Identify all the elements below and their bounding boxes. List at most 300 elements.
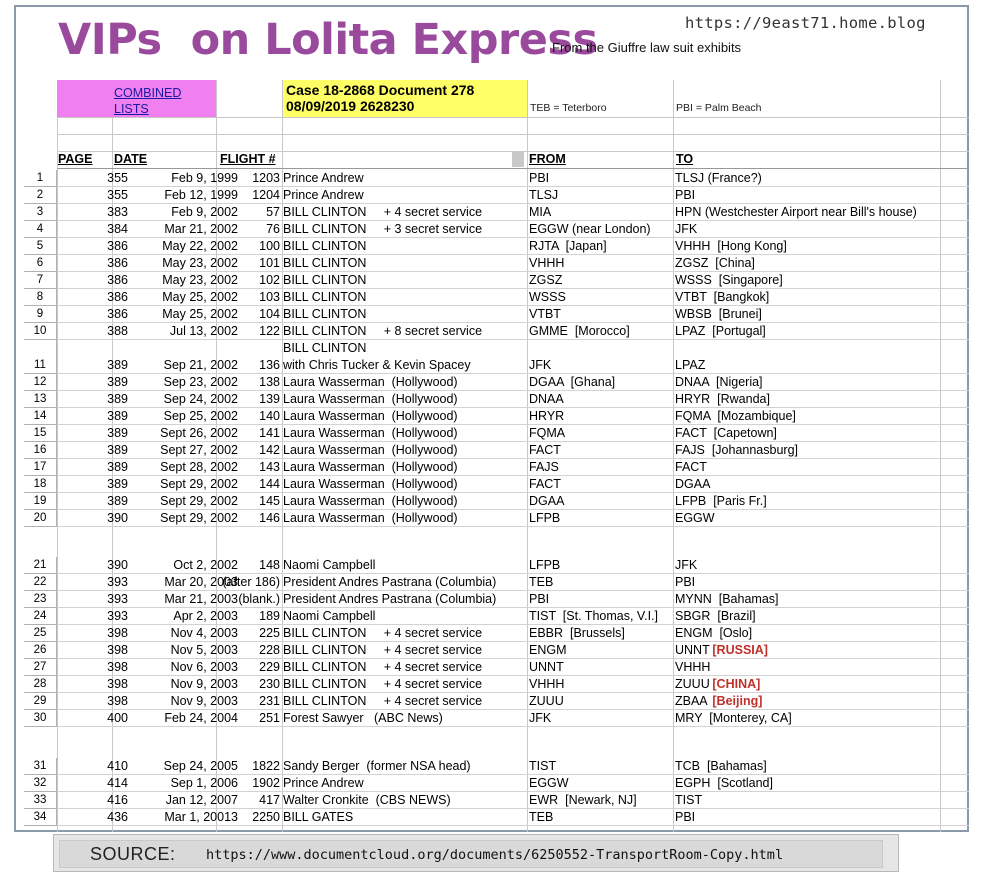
- row-number: 17: [24, 459, 57, 476]
- cell-date: Sept 26, 2002: [160, 426, 238, 440]
- table-row: [24, 693, 969, 710]
- cell-flight: (after 186): [222, 575, 280, 589]
- cell-passenger: [283, 170, 364, 187]
- cell-to: MYNN [Bahamas]: [675, 592, 779, 606]
- cell-to: EGGW: [675, 511, 715, 525]
- cell-passenger: [283, 340, 471, 374]
- cell-page: 389: [107, 375, 128, 389]
- cell-from: PBI: [529, 171, 550, 185]
- row-number: 34: [24, 809, 57, 826]
- passenger-name: Laura Wasserman (Hollywood): [283, 409, 458, 423]
- teb-note: TEB = Teterboro: [530, 102, 607, 114]
- cell-date: Nov 9, 2003: [170, 677, 238, 691]
- cell-from: FACT: [529, 477, 561, 491]
- cell-from: EGGW (near London): [529, 222, 651, 236]
- cell-flight: 100: [259, 239, 280, 253]
- passenger-name: BILL CLINTON + 4 secret service: [283, 677, 483, 691]
- cell-date: Sep 21, 2002: [163, 358, 238, 372]
- table-row: [24, 476, 969, 493]
- row-number: 31: [24, 758, 57, 775]
- passenger-name: Prince Andrew: [283, 171, 364, 185]
- cell-date: Sept 27, 2002: [160, 443, 238, 457]
- cell-date: Nov 4, 2003: [170, 626, 238, 640]
- cell-passenger: [283, 591, 496, 608]
- cell-passenger: [283, 221, 482, 238]
- passenger-companions: with Chris Tucker & Kevin Spacey: [283, 358, 471, 372]
- cell-date: Sep 23, 2002: [163, 375, 238, 389]
- passenger-name: BILL GATES: [283, 810, 354, 824]
- cell-passenger: [283, 272, 366, 289]
- combined-lists-cell[interactable]: [57, 80, 216, 117]
- cell-flight: 102: [259, 273, 280, 287]
- cell-flight: 146: [259, 511, 280, 525]
- cell-flight: 228: [259, 643, 280, 657]
- cell-to: TCB [Bahamas]: [675, 759, 767, 773]
- cell-page: 355: [107, 188, 128, 202]
- table-row: [24, 221, 969, 238]
- table-row: [24, 187, 969, 204]
- cell-page: 386: [107, 256, 128, 270]
- row-divider: [57, 825, 969, 826]
- cell-page: 386: [107, 290, 128, 304]
- cell-to: HPN (Westchester Airport near Bill's house): [675, 205, 917, 219]
- table-row: [24, 642, 969, 659]
- table-row: [24, 493, 969, 510]
- cell-flight: 122: [259, 324, 280, 338]
- cell-date: Feb 24, 2004: [164, 711, 238, 725]
- cell-to: VTBT [Bangkok]: [675, 290, 770, 304]
- row-number: 23: [24, 591, 57, 608]
- cell-date: Sep 24, 2005: [163, 759, 238, 773]
- cell-flight: 1902: [252, 776, 280, 790]
- passenger-name: Laura Wasserman (Hollywood): [283, 375, 458, 389]
- cell-from: ENGM: [529, 643, 567, 657]
- cell-flight: 1203: [252, 171, 280, 185]
- passenger-name: BILL CLINTON + 4 secret service: [283, 643, 483, 657]
- cell-page: 416: [107, 793, 128, 807]
- cell-date: Nov 9, 2003: [170, 694, 238, 708]
- table-row: [24, 775, 969, 792]
- cell-page: 389: [107, 392, 128, 406]
- cell-passenger: [283, 625, 482, 642]
- cell-flight: 136: [259, 358, 280, 372]
- cell-flight: 229: [259, 660, 280, 674]
- row-number: 6: [24, 255, 57, 272]
- cell-date: Sept 29, 2002: [160, 477, 238, 491]
- page-subtitle: From the Giuffre law suit exhibits: [552, 40, 742, 55]
- cell-to: FACT: [675, 460, 707, 474]
- cell-page: 398: [107, 626, 128, 640]
- cell-from: GMME [Morocco]: [529, 324, 630, 338]
- row-number: 2: [24, 187, 57, 204]
- cell-page: 436: [107, 810, 128, 824]
- cell-from: DGAA: [529, 494, 565, 508]
- cell-flight: 1204: [252, 188, 280, 202]
- row-number: 8: [24, 289, 57, 306]
- cell-page: 400: [107, 711, 128, 725]
- source-bar: [53, 834, 899, 872]
- header-date: DATE: [114, 152, 148, 166]
- passenger-name: BILL CLINTON + 8 secret service: [283, 324, 483, 338]
- cell-date: Sept 29, 2002: [160, 494, 238, 508]
- cell-flight: 251: [259, 711, 280, 725]
- table-row: [24, 289, 969, 306]
- passenger-name: BILL CLINTON: [283, 341, 367, 355]
- table-row: [24, 255, 969, 272]
- cell-to: PBI: [675, 188, 696, 202]
- cell-to: PBI: [675, 575, 696, 589]
- cell-from: EBBR [Brussels]: [529, 626, 625, 640]
- cell-to: ZUUU: [675, 677, 710, 691]
- cell-flight: 140: [259, 409, 280, 423]
- table-row: [24, 574, 969, 591]
- passenger-name: BILL CLINTON + 4 secret service: [283, 660, 483, 674]
- passenger-name: BILL CLINTON + 4 secret service: [283, 205, 483, 219]
- cell-flight: 225: [259, 626, 280, 640]
- passenger-name: Sandy Berger (former NSA head): [283, 759, 471, 773]
- cell-from: VTBT: [529, 307, 561, 321]
- cell-passenger: [283, 809, 353, 826]
- row-number: 5: [24, 238, 57, 255]
- cell-from: EWR [Newark, NJ]: [529, 793, 637, 807]
- cell-from: UNNT: [529, 660, 564, 674]
- row-number: 10: [24, 323, 57, 340]
- cell-date: May 25, 2002: [162, 307, 238, 321]
- cell-flight: 144: [259, 477, 280, 491]
- cell-passenger: [283, 255, 366, 272]
- cell-page: 386: [107, 307, 128, 321]
- passenger-name: BILL CLINTON + 4 secret service: [283, 694, 483, 708]
- passenger-name: Laura Wasserman (Hollywood): [283, 477, 458, 491]
- cell-page: 383: [107, 205, 128, 219]
- cell-flight: 143: [259, 460, 280, 474]
- cell-flight: 230: [259, 677, 280, 691]
- cell-page: 389: [107, 443, 128, 457]
- row-divider: [57, 526, 969, 527]
- passenger-name: Naomi Campbell: [283, 558, 376, 572]
- cell-date: Mar 21, 2003: [164, 592, 238, 606]
- cell-flight: 103: [259, 290, 280, 304]
- cell-date: Feb 9, 1999: [171, 171, 238, 185]
- cell-from: JFK: [529, 711, 552, 725]
- cell-to: HRYR [Rwanda]: [675, 392, 770, 406]
- row-number: 32: [24, 775, 57, 792]
- cell-to: LPAZ [Portugal]: [675, 324, 766, 338]
- cell-flight: 231: [259, 694, 280, 708]
- cell-flight: 139: [259, 392, 280, 406]
- cell-to: TIST: [675, 793, 703, 807]
- row-number: 13: [24, 391, 57, 408]
- row-number: 29: [24, 693, 57, 710]
- cell-page: 389: [107, 477, 128, 491]
- country-highlight: [CHINA]: [712, 677, 761, 691]
- source-label: SOURCE:: [90, 844, 176, 864]
- cell-from: RJTA [Japan]: [529, 239, 607, 253]
- passenger-name: Laura Wasserman (Hollywood): [283, 426, 458, 440]
- combined-lists-link[interactable]: COMBINED LISTS: [114, 86, 182, 116]
- cell-from: VHHH: [529, 256, 565, 270]
- cell-passenger: [283, 476, 458, 493]
- cell-date: May 25, 2002: [162, 290, 238, 304]
- cell-passenger: [283, 374, 458, 391]
- cell-flight: 101: [259, 256, 280, 270]
- table-row: [24, 238, 969, 255]
- passenger-name: Prince Andrew: [283, 188, 364, 202]
- case-info-cell: [283, 80, 527, 117]
- table-row: [24, 425, 969, 442]
- cell-page: 414: [107, 776, 128, 790]
- cell-date: Sep 25, 2002: [163, 409, 238, 423]
- blog-url[interactable]: https://9east71.home.blog: [685, 14, 926, 32]
- cell-from: ZGSZ: [529, 273, 563, 287]
- row-number: 19: [24, 493, 57, 510]
- cell-to: WSSS [Singapore]: [675, 273, 783, 287]
- table-row: [24, 557, 969, 574]
- cell-passenger: [283, 408, 458, 425]
- cell-to: UNNT: [675, 643, 710, 657]
- cell-passenger: [283, 306, 366, 323]
- row-number: 12: [24, 374, 57, 391]
- cell-from: DNAA: [529, 392, 564, 406]
- table-row: [24, 758, 969, 775]
- cell-to: FQMA [Mozambique]: [675, 409, 796, 423]
- cell-passenger: [283, 391, 458, 408]
- cell-flight: 189: [259, 609, 280, 623]
- row-number: 14: [24, 408, 57, 425]
- cell-date: Mar 1, 20013: [164, 810, 238, 824]
- cell-passenger: [283, 642, 482, 659]
- row-number: 18: [24, 476, 57, 493]
- cell-date: Jan 12, 2007: [165, 793, 238, 807]
- cell-passenger: [283, 758, 471, 775]
- table-row: [24, 459, 969, 476]
- grid-line: [57, 117, 969, 118]
- cell-from: TLSJ: [529, 188, 559, 202]
- cell-to: FACT [Capetown]: [675, 426, 777, 440]
- table-row: [24, 659, 969, 676]
- passenger-name: BILL CLINTON: [283, 290, 367, 304]
- cell-from: JFK: [529, 358, 552, 372]
- cell-flight: 1822: [252, 759, 280, 773]
- cell-date: May 22, 2002: [162, 239, 238, 253]
- cell-passenger: [283, 676, 482, 693]
- row-number: 7: [24, 272, 57, 289]
- passenger-name: BILL CLINTON: [283, 307, 367, 321]
- cell-from: WSSS: [529, 290, 566, 304]
- row-number: 24: [24, 608, 57, 625]
- cell-to: ZGSZ [China]: [675, 256, 755, 270]
- case-number: Case 18-2868 Document 278: [286, 82, 475, 98]
- table-row: [24, 510, 969, 527]
- row-number: 16: [24, 442, 57, 459]
- passenger-name: Laura Wasserman (Hollywood): [283, 443, 458, 457]
- cell-flight: 138: [259, 375, 280, 389]
- passenger-name: Laura Wasserman (Hollywood): [283, 460, 458, 474]
- cell-page: 410: [107, 759, 128, 773]
- cell-page: 389: [107, 426, 128, 440]
- cell-passenger: [283, 659, 482, 676]
- cell-page: 384: [107, 222, 128, 236]
- cell-from: MIA: [529, 205, 552, 219]
- cell-passenger: [283, 775, 364, 792]
- cell-flight: 145: [259, 494, 280, 508]
- passenger-name: Laura Wasserman (Hollywood): [283, 494, 458, 508]
- cell-passenger: [283, 204, 482, 221]
- table-row: [24, 306, 969, 323]
- cell-page: 386: [107, 239, 128, 253]
- cell-to: ZBAA: [675, 694, 708, 708]
- cell-flight: 57: [266, 205, 280, 219]
- row-number: 30: [24, 710, 57, 727]
- cell-flight: 148: [259, 558, 280, 572]
- cell-date: Feb 12, 1999: [164, 188, 238, 202]
- cell-to: PBI: [675, 810, 696, 824]
- cell-flight: (blank.): [238, 592, 280, 606]
- table-row: [24, 710, 969, 727]
- cell-date: Nov 5, 2003: [170, 643, 238, 657]
- cell-to: WBSB [Brunei]: [675, 307, 762, 321]
- row-number: 26: [24, 642, 57, 659]
- cell-passenger: [283, 792, 451, 809]
- cell-passenger: [283, 608, 375, 625]
- header-page: PAGE: [58, 152, 93, 166]
- cell-page: 389: [107, 409, 128, 423]
- cell-to: ENGM [Oslo]: [675, 626, 753, 640]
- cell-passenger: [283, 459, 458, 476]
- table-row: [24, 792, 969, 809]
- cell-page: 389: [107, 460, 128, 474]
- row-number: 20: [24, 510, 57, 527]
- cell-page: 390: [107, 511, 128, 525]
- cell-passenger: [283, 557, 375, 574]
- row-number: 3: [24, 204, 57, 221]
- grid-line: [57, 134, 969, 135]
- cell-page: 386: [107, 273, 128, 287]
- row-number: 1: [24, 170, 57, 187]
- passenger-name: BILL CLINTON + 4 secret service: [283, 626, 483, 640]
- cell-page: 398: [107, 643, 128, 657]
- cell-from: TEB: [529, 810, 554, 824]
- cell-passenger: [283, 442, 458, 459]
- table-row: [24, 608, 969, 625]
- country-highlight: [Beijing]: [712, 694, 763, 708]
- cell-to: EGPH [Scotland]: [675, 776, 773, 790]
- cell-to: JFK: [675, 558, 698, 572]
- cell-from: ZUUU: [529, 694, 564, 708]
- cell-from: EGGW: [529, 776, 569, 790]
- cell-to: FAJS [Johannasburg]: [675, 443, 798, 457]
- cell-page: 389: [107, 494, 128, 508]
- cell-date: Nov 6, 2003: [170, 660, 238, 674]
- cell-date: Mar 21, 2002: [164, 222, 238, 236]
- source-url[interactable]: https://www.documentcloud.org/documents/6250552-TransportRoom-Copy.html: [206, 847, 784, 863]
- cell-flight: 104: [259, 307, 280, 321]
- table-row: [24, 625, 969, 642]
- cell-date: Feb 9, 2002: [171, 205, 238, 219]
- row-number: 11: [24, 340, 57, 374]
- cell-page: 393: [107, 592, 128, 606]
- cell-from: LFPB: [529, 511, 561, 525]
- table-row: [24, 442, 969, 459]
- cell-passenger: [283, 425, 458, 442]
- header-from: FROM: [529, 152, 566, 166]
- row-number: 28: [24, 676, 57, 693]
- passenger-name: Laura Wasserman (Hollywood): [283, 511, 458, 525]
- cell-date: Sep 24, 2002: [163, 392, 238, 406]
- cell-page: 355: [107, 171, 128, 185]
- cell-to: DGAA: [675, 477, 711, 491]
- table-row: [24, 591, 969, 608]
- row-number: 4: [24, 221, 57, 238]
- cell-flight: 76: [266, 222, 280, 236]
- cell-to: TLSJ (France?): [675, 171, 762, 185]
- table-row: [24, 323, 969, 340]
- table-row: [24, 676, 969, 693]
- cell-passenger: [283, 510, 458, 527]
- country-highlight: [RUSSIA]: [712, 643, 768, 657]
- cell-page: 398: [107, 660, 128, 674]
- passenger-name: President Andres Pastrana (Columbia): [283, 592, 497, 606]
- table-row: [24, 204, 969, 221]
- passenger-name: Prince Andrew: [283, 776, 364, 790]
- cell-from: FAJS: [529, 460, 559, 474]
- header-marker: [512, 152, 524, 167]
- cell-flight: 141: [259, 426, 280, 440]
- cell-from: LFPB: [529, 558, 561, 572]
- cell-passenger: [283, 710, 443, 727]
- cell-from: TEB: [529, 575, 554, 589]
- passenger-name: Laura Wasserman (Hollywood): [283, 392, 458, 406]
- passenger-name: President Andres Pastrana (Columbia): [283, 575, 497, 589]
- cell-page: 398: [107, 694, 128, 708]
- passenger-name: BILL CLINTON + 3 secret service: [283, 222, 483, 236]
- cell-flight: 417: [259, 793, 280, 807]
- grid-line: [57, 168, 969, 169]
- row-number: 15: [24, 425, 57, 442]
- cell-page: 393: [107, 609, 128, 623]
- table-row: [24, 170, 969, 187]
- table-row: [24, 408, 969, 425]
- table-row: [24, 391, 969, 408]
- cell-from: HRYR: [529, 409, 565, 423]
- table-row: [24, 809, 969, 826]
- cell-date: May 23, 2002: [162, 256, 238, 270]
- passenger-name: BILL CLINTON: [283, 256, 367, 270]
- table-row: [24, 272, 969, 289]
- cell-passenger: [283, 493, 458, 510]
- passenger-name: BILL CLINTON: [283, 273, 367, 287]
- table-row: [24, 340, 969, 374]
- cell-date: Sept 28, 2002: [160, 460, 238, 474]
- row-number: 22: [24, 574, 57, 591]
- cell-flight: 142: [259, 443, 280, 457]
- cell-to: DNAA [Nigeria]: [675, 375, 763, 389]
- row-number: 27: [24, 659, 57, 676]
- passenger-name: Naomi Campbell: [283, 609, 376, 623]
- cell-to: LPAZ: [675, 358, 706, 372]
- cell-date: Apr 2, 2003: [173, 609, 238, 623]
- cell-from: TIST [St. Thomas, V.I.]: [529, 609, 658, 623]
- cell-date: Sep 1, 2006: [170, 776, 238, 790]
- cell-date: May 23, 2002: [162, 273, 238, 287]
- cell-passenger: [283, 289, 366, 306]
- cell-from: PBI: [529, 592, 550, 606]
- cell-from: FQMA: [529, 426, 566, 440]
- cell-date: Oct 2, 2002: [173, 558, 238, 572]
- cell-from: DGAA [Ghana]: [529, 375, 616, 389]
- row-divider: [57, 726, 969, 727]
- header-flight: FLIGHT #: [220, 152, 276, 166]
